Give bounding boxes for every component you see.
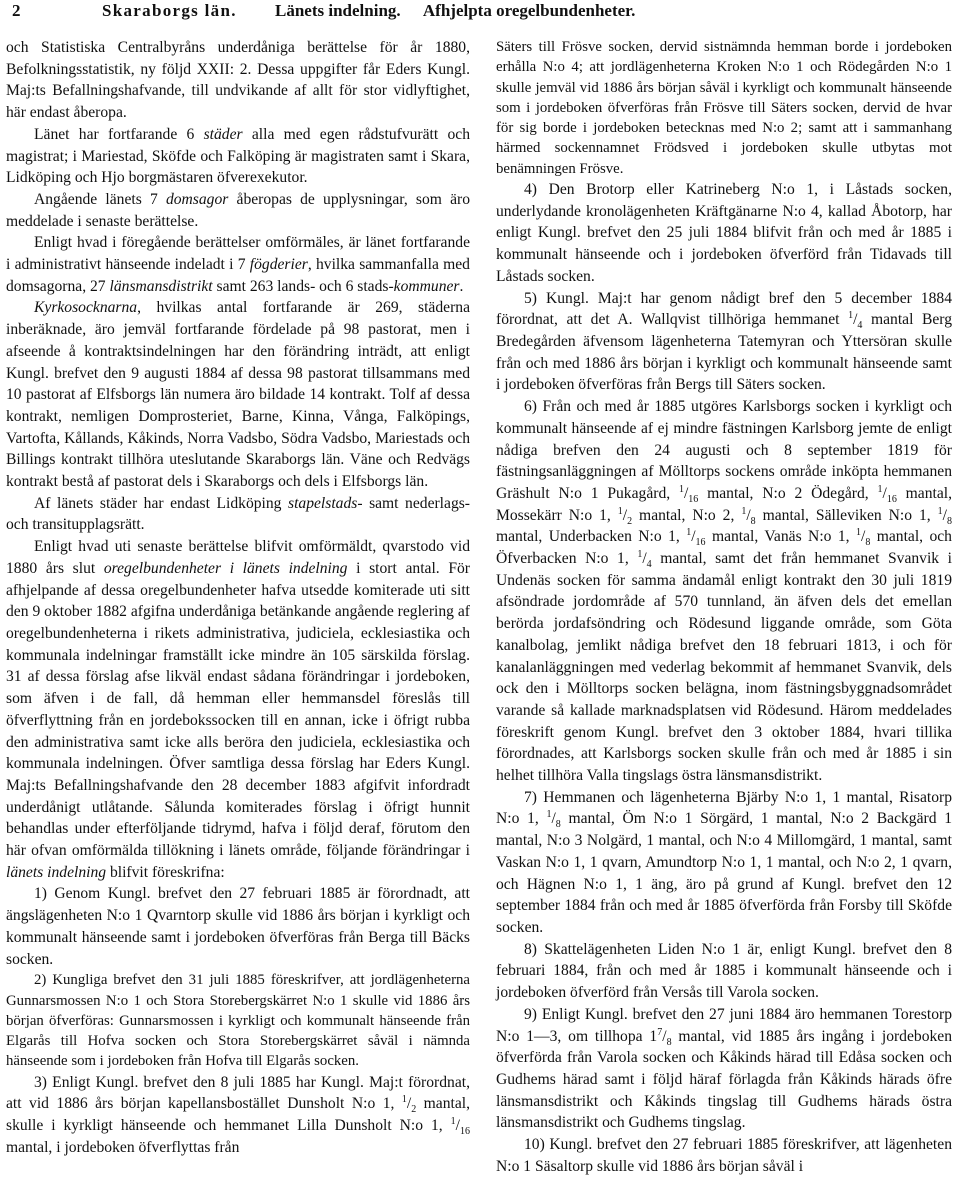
paragraph: Kyrkosocknarna, hvilkas antal fortfarande är 269, städerna inberäknade, äro jemväl fortfarande fördelade på 98 pastorat, men i afseende å kontraktsindelningen har den förändring inträdt, att enligt Kungl. brefvet den 9 augusti 1884 af dessa 98 pastorat tillsammans med 10 pastorat af Elfsborgs län numera äro bildade 14 kontrakt. Tolf af dessa kontrakt, nemligen Domprosteriet, Barne, Kinna, Vånga, Falköpings, Vartofta, Kållands, Kåkinds, Norra Vadsbo, Södra Vadsbo, Mariestads och Billings kontrakt tillhöra uteslutande Skaraborgs län. Väne och Redvägs kontrakt bestå af pastorat dels i Skaraborgs och dels i Elfsborgs län. xyxy=(6,299,470,491)
list-item: 8) Skattelägenheten Liden N:o 1 är, enligt Kungl. brefvet den 8 februari 1884, från och med år 1885 i kommunalt hänseende och i jordeboken öfverförd från Versås till Varola socken. xyxy=(496,940,952,1002)
list-item: 7) Hemmanen och lägenheterna Bjärby N:o 1, 1 mantal, Risatorp N:o 1, $^1/_8$ mantal, Öm N:o 1 Sörgärd, 1 mantal, N:o 2 Backgärd 1 mantal, N:o 3 Nolgärd, 1 mantal, och N:o 4 Millomgärd, 1 mantal, samt Vaskan N:o 1, 1 qvarn, Amundtorp N:o 1, 1 mantal, och N:o 2, 1 qvarn, och Hägnen N:o 1, 1 äng, äro på grund af Kungl. brefvet den 12 september 1884 från och med år 1885 öfverförda från Forsby till Sköfde socken. xyxy=(496,788,952,936)
list-item: 10) Kungl. brefvet den 27 februari 1885 föreskrifver, att lägenheten N:o 1 Säsaltorp skulle vid 1886 års början såväl i xyxy=(496,1136,952,1175)
list-item: 3) Enligt Kungl. brefvet den 8 juli 1885 har Kungl. Maj:t förordnat, att vid 1886 års början kapellansbostället Dunsholt N:o 1, $^1/_2$ mantal, skulle i kyrkligt hänseende och hemmanet Lilla Dunsholt N:o 1, $^1/_{16}$ mantal, i jordeboken öfverflyttas från xyxy=(6,1073,470,1156)
header-title: Skaraborgs län. xyxy=(102,1,237,20)
paragraph: Länet har fortfarande 6 städer alla med egen rådstufvurätt och magistrat; i Mariestad, Sköfde och Falköping är magistraten samt i Skara, Lidköping och Hjo borgmästaren öfverexekutor. xyxy=(6,125,470,187)
paragraph: och Statistiska Centralbyråns underdåniga berättelse för år 1880, Befolkningsstatistik, ny följd XXII: 2. Dessa uppgifter får Eders Kungl. Maj:ts Befallningshafvande, till undvikande af allt för stor vidlyftighet, här endast åberopa. xyxy=(6,39,470,122)
list-item: 2) Kungliga brefvet den 31 juli 1885 föreskrifver, att jordlägenheterna Gunnarsmossen N:o 1 och Stora Storebergskärret N:o 1 skulle vid 1886 års början öfverföras: Gunnarsmossen i kyrkligt och kommunalt hänseende från Elgarås till Hofva socken och Stora Storebergskärret såväl i nämnda hänseende som i jordeboken från Hofva till Elgarås socken. xyxy=(6,972,470,1070)
right-column xyxy=(496,37,952,1177)
header-subsection: Afhjelpta oregelbundenheter. xyxy=(422,1,636,20)
list-item: 9) Enligt Kungl. brefvet den 27 juni 1884 äro hemmanen Torestorp N:o 1—3, om tillhopa $1^7/_8$ mantal, vid 1885 års ingång i jordeboken öfverförda från Varola socken och Kåkinds härad till Edåsa socken och Gudhems härad samt i följd häraf förlagda från Kåkinds härads öfre länsmansdistrikt och Kåkinds tingslag till Gudhems härads östra länsmansdistrikt och Gudhems tingslag. xyxy=(496,1005,953,1132)
list-item: 5) Kungl. Maj:t har genom nådigt bref den 5 december 1884 förordnat, att det A. Wallqvist tillhöriga hemmanet $^1/_4$ mantal Berg Bredegården äfvensom lägenheterna Tatemyran och Yttersöran skulle från och med 1886 års början i kyrkligt och kommunalt hänseende samt i jordeboken öfverföras från Bergs till Säters socken. xyxy=(496,289,953,394)
left-column xyxy=(6,37,470,1159)
list-item: 4) Den Brotorp eller Katrineberg N:o 1, i Låstads socken, underlydande kronolägenheten Kräftgänarne N:o 4, kallad Åbotorp, har enligt Kungl. brefvet den 25 juli 1884 blifvit från och med år 1885 i kommunalt hänseende och i jordeboken öfverförd från Tidavads till Låstads socken. xyxy=(496,181,952,285)
paragraph: Säters till Frösve socken, dervid sistnämnda hemman borde i jordeboken erhålla N:o 4; att jordlägenheterna Kroken N:o 1 och Rödegården N:o 1 skulle jemväl vid 1886 års början såväl i kyrkligt och kommunalt hänseende som i jordeboken öfverföras från Frösve till Säters socken, dervid de hvar för sig borde i jordeboken betecknas med N:o 2; samt att i sammanhang härmed sockennamnet Frödsved i jordeboken skulle utbytas mot benämningen Frösve. xyxy=(496,39,952,177)
page-number: 2 xyxy=(12,1,21,20)
running-head xyxy=(102,0,635,22)
paragraph: Angående länets 7 domsagor åberopas de upplysningar, som äro meddelade i senaste berättelse. xyxy=(6,190,471,230)
header-section: Länets indelning. xyxy=(275,1,401,20)
paragraph: Af länets städer har endast Lidköping stapelstads- samt nederlags- och transitupplagsrätt. xyxy=(6,494,470,534)
paragraph: Enligt hvad uti senaste berättelse blifvit omförmäldt, qvarstodo vid 1880 års slut oregelbundenheter i länets indelning i stort antal. För afhjelpande af dessa oregelbundenheter hafva utsedde komiterade uti sitt den 9 oktober 1882 afgifna underdåniga betänkande angående reglering af oregelbundenheterna i rikets administrativa, judiciela, ecklesiastika och kommunala indelningar framställt icke mindre än 105 särskilda förslag. 31 af dessa förslag afse likväl endast sådana förändringar i jordeboken, som äfven i de fall, då hemman eller hemmansdel föreslås till öfverflyttning från en jordebokssocken till en annan, icke i öfrigt rubba den administrativa samt icke alls beröra den judiciela, ecklesiastika och kommunala indelningen. Öfver samtliga dessa förslag har Eders Kungl. Maj:ts Befallningshafvande den 28 december 1883 afgifvit infordradt underdånigt utlåtande. Sålunda komiterades förslag i öfrigt hunnit behandlas under efterföljande tidrymd, hafva i följd deraf, förutom den här ofvan omförmälda tillökning i länets område, följande förändringar i länets indelning blifvit föreskrifna: xyxy=(6,538,470,881)
paragraph: Enligt hvad i föregående berättelser omförmäles, är länet fortfarande i administrativt hänseende indeladt i 7 fögderier, hvilka sammanfalla med domsagorna, 27 länsmansdistrikt samt 263 lands- och 6 stads-kommuner. xyxy=(6,234,470,295)
list-item: 6) Från och med år 1885 utgöres Karlsborgs socken i kyrkligt och kommunalt hänseende af ej mindre fästningen Karlsborg jemte de enligt nådiga brefven den 24 augusti och 8 september 1819 för fästningsanläggningen af Mölltorps sockens område inköpta hemmanen Gräshult N:o 1 Pukagård, $^1/_{16}$ mantal, N:o 2 Ödegård, $^1/_{16}$ mantal, Mossekärr N:o 1, $^1/_2$ mantal, N:o 2, $^1/_8$ mantal, Sälleviken N:o 1, $^1/_8$ mantal, Underbacken N:o 1, $^1/_{16}$ mantal, Vanäs N:o 1, $^1/_8$ mantal, och Öfverbacken N:o 1, $^1/_4$ mantal, samt det från hemmanet Svanvik i Undenäs socken för samma ändamål enligt kontrakt den 30 juli 1819 afsöndrade jordområde af 570 tunnland, än äfven dels det emellan berörda jordafsöndring och Rödesund liggande område, som Göta kanalbolag, jemlikt nådiga brefvet den 18 februari 1813, i och för kanalanläggningen med vederlag bekommit af hemmanet Svanvik, dels ock den i Mölltorps socken belägna, inom fästningsbyggnadsområdet varande så kallade marknadsplatsen vid Rödesund. Härom meddelades föreskrift genom Kungl. brefvet den 3 oktober 1884, hvari tillika förordnades, att Karlsborgs socken skulle från och med år 1885 i sin helhet tillhöra Valla tingslags östra länsmansdistrikt. xyxy=(496,398,953,785)
list-item: 1) Genom Kungl. brefvet den 27 februari 1885 är förordnadt, att ängslägenheten N:o 1 Qvarntorp skulle vid 1886 års början i kyrkligt och kommunalt hänseende samt i jordeboken öfverföras från Berga till Bäcks socken. xyxy=(6,885,470,968)
page-header xyxy=(6,0,954,24)
